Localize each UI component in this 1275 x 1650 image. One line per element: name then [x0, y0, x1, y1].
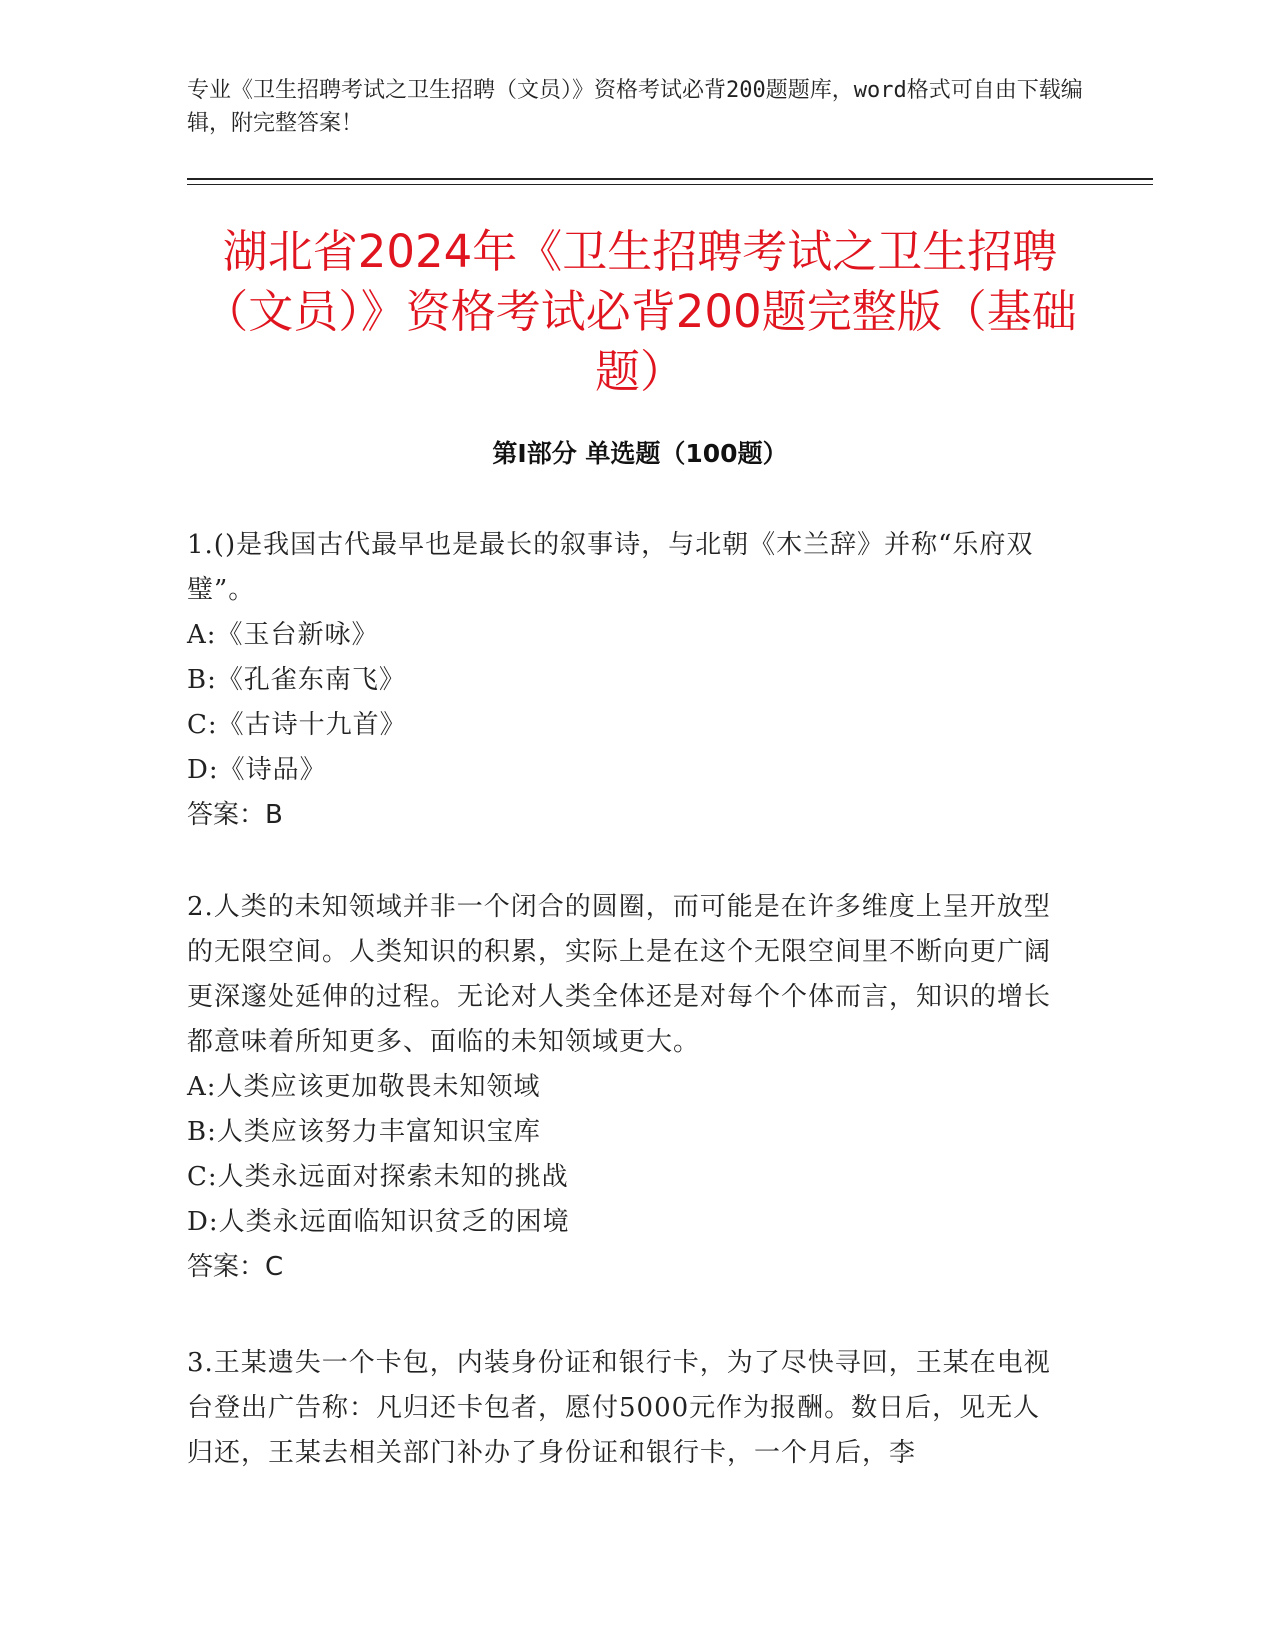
option-d: D:《诗品》 — [187, 755, 327, 785]
question-2 — [187, 885, 1057, 1290]
header-divider-thin — [187, 184, 1153, 185]
option-c: C:《古诗十九首》 — [187, 710, 407, 740]
question-stem: 2.人类的未知领域并非一个闭合的圆圈，而可能是在许多维度上呈开放型的无限空间。人类知识的积累，实际上是在这个无限空间里不断向更广阔更深邃处延伸的过程。无论对人类全体还是对每个个体而言，知识的增长都意味着所知更多、面临的未知领域更大。 — [187, 892, 1052, 1057]
option-a: A:人类应该更加敬畏未知领域 — [187, 1072, 541, 1102]
section-title: 第Ⅰ部分 单选题（100题） — [492, 439, 788, 468]
option-b: B:《孔雀东南飞》 — [187, 665, 406, 695]
header-divider — [187, 178, 1153, 180]
answer: 答案：B — [187, 800, 283, 830]
option-b: B:人类应该努力丰富知识宝库 — [187, 1117, 541, 1147]
question-stem: 1.()是我国古代最早也是最长的叙事诗，与北朝《木兰辞》并称“乐府双璧”。 — [187, 530, 1034, 605]
question-stem: 3.王某遗失一个卡包，内装身份证和银行卡，为了尽快寻回，王某在电视台登出广告称：凡归还卡包者，愿付5000元作为报酬。数日后，见无人归还，王某去相关部门补办了身份证和银行卡，一个月后，李 — [187, 1348, 1051, 1468]
question-1 — [187, 523, 1057, 838]
answer: 答案：C — [187, 1252, 284, 1282]
option-a: A:《玉台新咏》 — [187, 620, 379, 650]
option-d: D:人类永远面临知识贫乏的困境 — [187, 1207, 570, 1237]
question-3 — [187, 1341, 1057, 1476]
document-title: 湖北省2024年《卫生招聘考试之卫生招聘（文员）》资格考试必背200题完整版（基础题） — [203, 225, 1077, 398]
header-note: 专业《卫生招聘考试之卫生招聘（文员）》资格考试必背200题题库，word格式可自由下载编辑，附完整答案！ — [187, 78, 1083, 136]
option-c: C:人类永远面对探索未知的挑战 — [187, 1162, 569, 1192]
